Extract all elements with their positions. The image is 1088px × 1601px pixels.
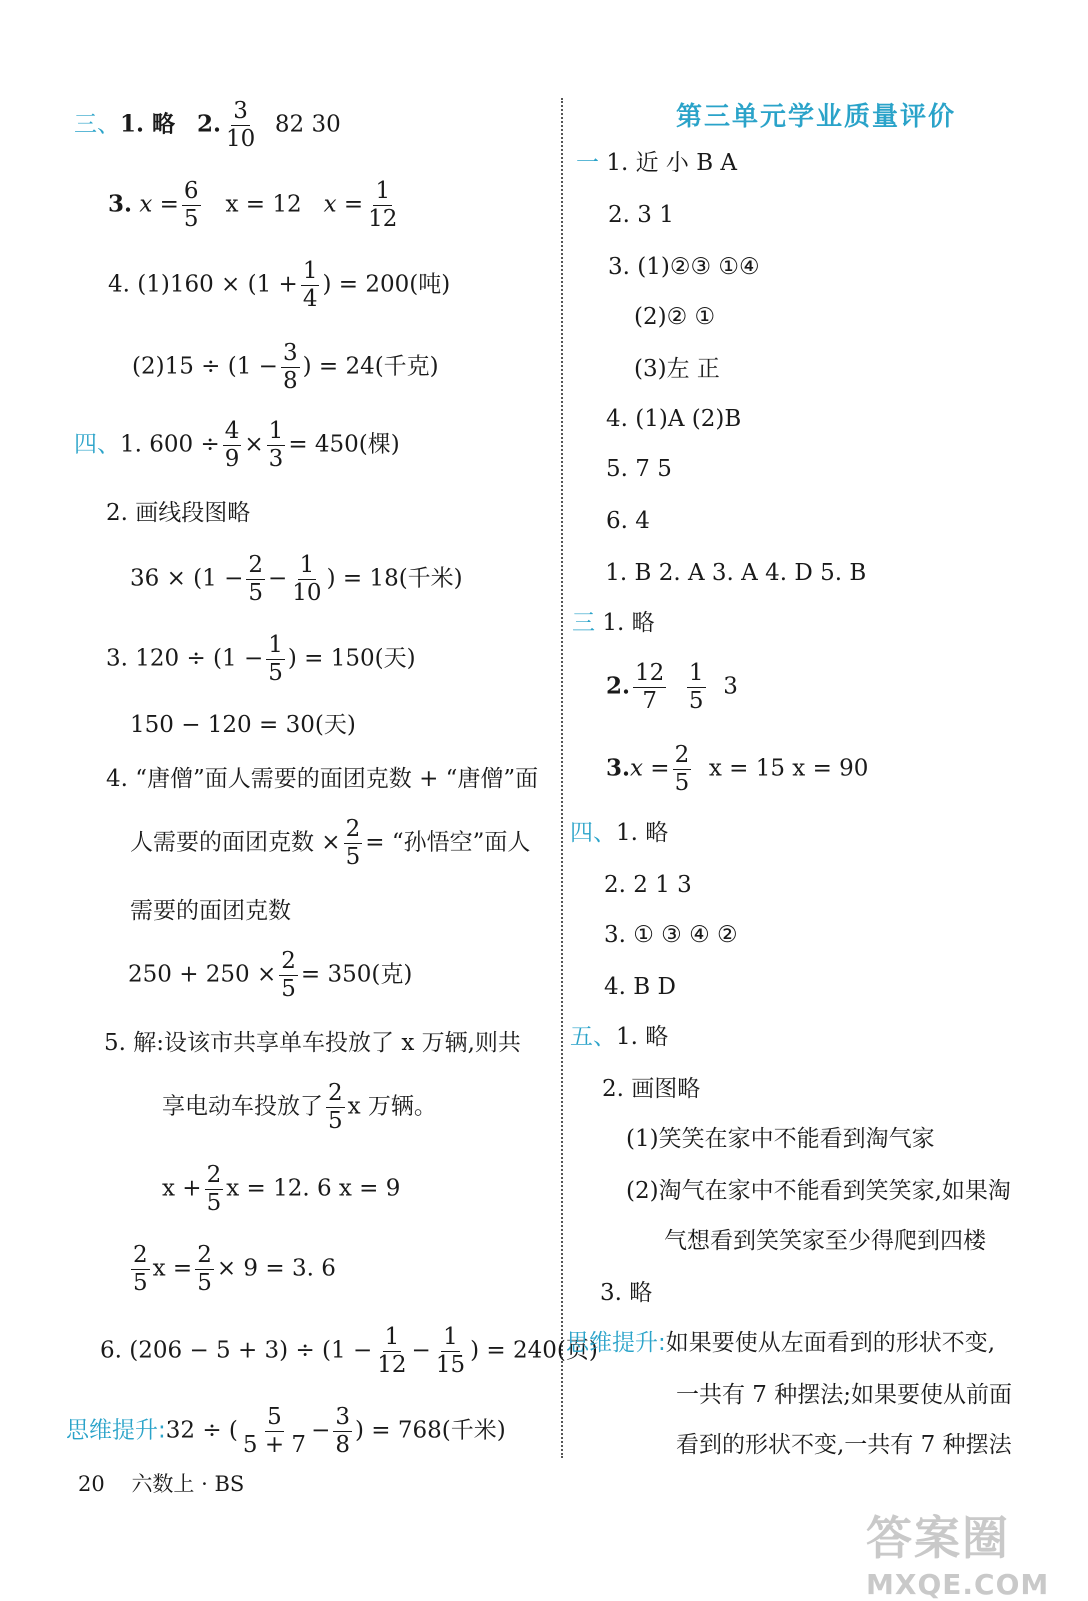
equation-text: 4. (1)160 × (1 + [108,271,298,298]
answer-text: 享电动车投放了 [162,1093,323,1120]
answer-text: x 万辆。 [347,1093,437,1120]
left-s4-q4-eq [128,950,412,1001]
question-number: 2. [606,672,631,700]
answer-text: 5. 解:设该市共享单车投放了 x 万辆,则共 [104,1030,521,1056]
answer-text: 2. 3 1 [608,202,674,228]
equation-text: × 9 = 3. 6 [216,1255,336,1282]
answer-text: 4. “唐僧”面人需要的面团克数 + “唐僧”面 [106,766,539,792]
answer-text: (3)左 正 [634,356,720,382]
fraction: $\frac{3}{10}$ [225,98,256,152]
fraction: $\frac{2}{5}$ [328,1080,343,1134]
fraction: $\frac{1}{15}$ [435,1324,466,1378]
answer-text: 如果要使从左面看到的形状不变, [665,1330,996,1356]
fraction: $\frac{1}{12}$ [377,1324,407,1378]
equation-text: 1. 600 ÷ [120,431,220,458]
fraction: $\frac{1}{10}$ [292,552,322,606]
answer-text: 3. ① ③ ④ ② [604,922,738,948]
equation-text: ) = 768(千米) [354,1417,506,1444]
answer-text: 82 30 [274,111,341,138]
answer-text: (2)淘气在家中不能看到笑笑家,如果淘 [626,1178,1011,1204]
equation-text: 36 × (1 − [130,565,244,592]
answer-text: 2. 画图略 [602,1076,701,1102]
section-tag: 思维提升: [566,1330,666,1356]
fraction: $\frac{1}{5}$ [688,660,704,714]
answer-text: 3 [723,673,738,700]
section-tag: 一 [576,150,599,176]
section-tag: 四、 [74,431,120,458]
left-s4-q4-line2 [130,818,530,869]
answer-text: 气想看到笑笑家至少得爬到四楼 [664,1228,986,1254]
fraction: $\frac{2}{5}$ [674,742,690,796]
equation-text: 250 + 250 × [128,961,277,988]
equation-text: ) = 18(千米) [326,565,463,592]
left-s4-q5-eq1 [162,1164,400,1215]
answer-text: = “孙悟空”面人 [365,829,531,856]
question-number: 2. [196,110,221,138]
answer-text: 3. 略 [600,1280,653,1306]
question-number: 3. [606,754,631,782]
fraction: $\frac{2}{5}$ [281,948,296,1002]
answer-text: 4. B D [604,974,676,1000]
left-s4-q5-eq2 [128,1244,336,1295]
equation-text: 150 − 120 = 30(天) [130,712,356,738]
right-s2 [576,562,866,585]
left-s3-q3: 3. x = $\frac{6}{5}$ x = 12 x = $\frac{1}{12}$ [108,178,398,232]
answer-text: 1. 略 [602,610,655,636]
answer-text: 2. 画线段图略 [106,500,251,526]
answer-text: (1)笑笑在家中不能看到淘气家 [626,1126,935,1152]
equation-text: (2)15 ÷ (1 − [132,353,278,380]
right-s4-q1 [570,822,668,845]
fraction: $\frac{2}{5}$ [345,816,361,870]
answer-text: 5. 7 5 [606,456,672,482]
answer-text: 1. B 2. A 3. A 4. D 5. B [605,560,867,586]
fraction: $\frac{1}{4}$ [302,258,318,312]
equation-text: ) = 240(页) [470,1337,598,1364]
watermark-logo: 答案圈 MXQE.COM [866,1511,1050,1601]
equation-text: 32 ÷ ( [165,1417,238,1444]
answer-text: 1. 略 [616,1024,669,1050]
right-s1-q1 [576,152,737,175]
fraction: $\frac{1}{5}$ [268,632,283,686]
equation-text: ) = 150(天) [287,645,416,672]
equation-text: ) = 24(千克) [302,353,439,380]
fraction: $\frac{2}{5}$ [206,1162,222,1216]
answer-text: 1. 近 小 B A [606,150,738,176]
answer-text: x = 15 x = 90 [708,755,869,782]
answer-text: 1. 略 [616,820,669,846]
left-s4-q3 [106,634,416,685]
section-tag: 思维提升: [66,1417,166,1444]
equation-text: 3. 120 ÷ (1 − [106,645,264,672]
equation-text: = 350(克) [300,961,413,988]
left-s4-q2-eq: 36 × (1 − $\frac{2}{5}$ − $\frac{1}{10}$ ) = 18(千米) [130,552,463,606]
question-number: 3. [108,190,133,218]
equation-text: ) = 200(吨) [322,271,451,298]
right-s3-q2 [606,662,738,713]
right-think-l1 [566,1332,995,1355]
fraction: $\frac{5}{5 + 7}$ [242,1404,307,1458]
fraction: $\frac{6}{5}$ [183,178,199,232]
answer-text: 4. (1)A (2)B [606,406,742,432]
answer-text: 6. 4 [606,508,650,534]
section-tag: 五、 [570,1024,616,1050]
answer-text: (2)② ① [634,304,716,330]
answer-text: 一共有 7 种摆法;如果要使从前面 [676,1382,1013,1408]
answer-text: 人需要的面团克数 × [130,829,341,856]
left-think: 思维提升:32 ÷ ( $\frac{5}{5 + 7}$ − $\frac{3}{8}$ ) = 768(千米) [66,1404,506,1458]
fraction: $\frac{2}{5}$ [248,552,263,606]
fraction: $\frac{3}{8}$ [282,340,298,394]
section-tag: 三、 [74,111,120,138]
fraction: $\frac{2}{5}$ [197,1242,212,1296]
fraction: $\frac{4}{9}$ [224,418,240,472]
equation-text: x = 12. 6 x = 9 [226,1175,401,1202]
left-s3-q1-q2 [74,100,341,151]
section-tag: 四、 [570,820,616,846]
fraction: $\frac{2}{5}$ [133,1242,148,1296]
right-s3-q3: 3.x = $\frac{2}{5}$ x = 15 x = 90 [606,742,869,796]
page-number: 20 [78,1472,105,1496]
page-title: 第三单元学业质量评价 [676,102,957,132]
equation-text: 6. (206 − 5 + 3) ÷ (1 − [100,1337,373,1364]
fraction: $\frac{1}{3}$ [268,418,284,472]
left-s4-q6: 6. (206 − 5 + 3) ÷ (1 − $\frac{1}{12}$ − $\frac{1}{15}$ ) = 240(页) [100,1324,598,1378]
fraction: $\frac{12}{7}$ [635,660,665,714]
left-s4-q1: 四、1. 600 ÷ $\frac{4}{9}$ × $\frac{1}{3}$ = 450(棵) [74,418,400,472]
fraction: $\frac{1}{12}$ [368,178,398,232]
equation-text: x + [162,1175,202,1202]
answer-text: 需要的面团克数 [130,898,291,924]
answer-text: 看到的形状不变,一共有 7 种摆法 [676,1432,1012,1458]
right-s5-q1 [570,1026,668,1049]
answer-text: 1. 略 [120,110,176,138]
fraction: $\frac{3}{8}$ [335,1404,350,1458]
right-s3-q1 [572,612,655,635]
section-tag: 三 [572,610,595,636]
answer-text: 2. 2 1 3 [604,872,692,898]
equation-text: x = [152,1255,193,1282]
page-footer [78,1468,244,1498]
equation-text: = 450(棵) [288,431,400,458]
book-label: 六数上 · BS [131,1472,245,1496]
left-s3-q4-2 [132,342,439,393]
answer-text: x = 12 [225,191,302,218]
left-s4-q5-line2 [162,1082,437,1133]
column-divider [561,98,563,1458]
answer-text: 3. (1)②③ ①④ [608,254,760,280]
left-s3-q4-1 [108,260,450,311]
